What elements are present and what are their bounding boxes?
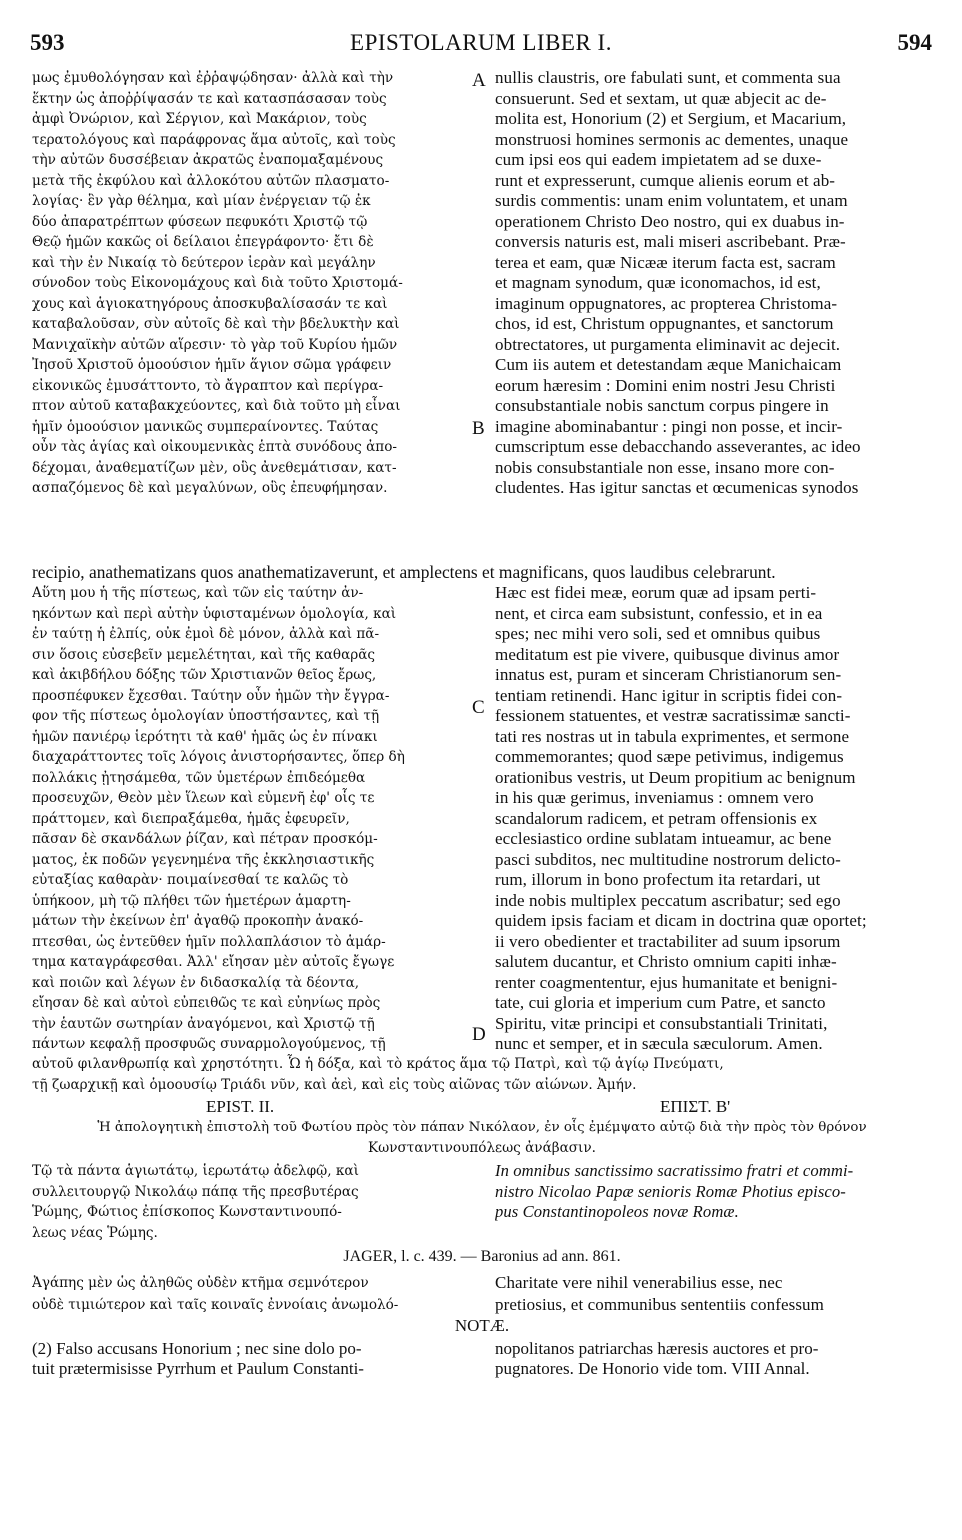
margin-letter-c: C: [472, 697, 485, 718]
latin-text-line: imaginum oppugnatores, ac propterea Christoma-: [495, 293, 838, 313]
greek-text-line: Μανιχαϊκὴν αὐτῶν αἵρεσιν· τὸ γὰρ τοῦ Κυρίου ἡμῶν: [32, 336, 398, 353]
latin-address-line: pus Constantinopoleos novæ Romæ.: [495, 1202, 739, 1221]
latin-text-line: meditatum est pie vivere, quibusque divinus amor: [495, 644, 840, 664]
greek-text-line: μάτων τὴν ἐκείνων ἐπ' ἀγαθῷ προκοπὴν ἀνακό-: [32, 913, 364, 929]
latin-text-line: in his quæ gerimus, inveniamus : omnem vero: [495, 788, 814, 807]
latin-text-line: imagine abominabantur : pingi non posse, et incir-: [495, 416, 843, 436]
greek-address-line: λεως νέας Ῥώμης.: [32, 1224, 158, 1241]
latin-text-line: scandalorum radicem, et petram offensionis ex: [495, 808, 818, 828]
latin-text-line: inde nobis multiplex peccatum ascribatur; sed ego: [495, 890, 841, 910]
latin-text-line: fessionem statuentes, et vestræ sacratissimæ sancti-: [495, 706, 851, 725]
latin-text-line: eorum hæresim : Domini enim nostri Jesu Christi: [495, 375, 836, 395]
latin-text-line: obtrectatores, ut purgamenta eliminavit ac dejecit.: [495, 334, 841, 354]
greek-text-line: Ἰησοῦ Χριστοῦ ὁμοούσιον ἡμῖν ἅγιον σῶμα γράφειν: [32, 357, 392, 373]
greek-text-line: Ἀγάπης μὲν ὡς ἀληθῶς οὐδὲν κτῆμα σεμνότερον: [32, 1275, 369, 1291]
latin-text-line: Spiritu, vitæ principi et consubstantiali Trinitati,: [495, 1013, 828, 1033]
greek-text-line: φον τῆς πίστεως ὁμολογίαν ὑποστήσαντες, καὶ τῇ: [32, 708, 380, 724]
latin-column-bottom: [495, 1272, 927, 1316]
greek-text-line: δέχομαι, ἀναθεματίζων μὲν, οὓς ἀνεθεμάτισαν, κατ-: [32, 459, 397, 476]
greek-text-line: μετὰ τῆς ἐκφύλου καὶ ἀλλοκότου αὐτῶν πλασματο-: [32, 172, 390, 189]
greek-text-line: ἀμφὶ Ὀνώριον, καὶ Σέργιον, καὶ Μακάριον, τοὺς: [32, 111, 367, 127]
latin-text-line: Hæc est fidei meæ, eorum quæ ad ipsam perti-: [495, 583, 817, 602]
margin-letter-a: A: [472, 70, 486, 91]
greek-text-line: τὴν αὐτῶν δυσσέβειαν ἀκρατῶς ἐναπομαξαμένους: [32, 152, 384, 168]
latin-text-line: quidem ipsis faciam et dicam in doctrina quæ oportet;: [495, 911, 867, 930]
greek-text-line: οὐδὲ τιμιώτερον καὶ ταῖς κοιναῖς ἐννοίαις ἀνωμολό-: [32, 1297, 399, 1313]
greek-text-line: προσπέφυκεν ἔχεσθαι. Ταύτην οὖν ἡμῶν τὴν ἔγγρα-: [32, 687, 390, 704]
latin-text-line: Cum iis autem et detestandam æque Manichaicam: [495, 355, 842, 374]
greek-text-line: μως ἐμυθολόγησαν καὶ ἐῤῥαψῴδησαν· ἀλλὰ καὶ τὴν: [32, 70, 394, 86]
full-width-greek-line-1: αὐτοῦ φιλανθρωπίᾳ καὶ χρηστότητι. Ὧ ἡ δόξα, καὶ τὸ κράτος ἅμα τῷ Πατρὶ, καὶ τῷ ἁγίῳ Πνεύματι,: [32, 1056, 724, 1072]
latin-text-line: commemorantes; quod sæpe petivimus, indigemus: [495, 747, 844, 766]
latin-text-line: nobis consubstantiale non esse, insano more con-: [495, 457, 835, 477]
notes-left-column: [32, 1339, 472, 1379]
greek-text-line: σύνοδον τοὺς Εἰκονομάχους καὶ διὰ τοῦτο Χριστομά-: [32, 275, 403, 291]
greek-column-mid: [32, 583, 470, 1055]
greek-text-line: καὶ ποιῶν καὶ λέγων ἐν διδασκαλίᾳ τὰ δέοντα,: [32, 974, 360, 991]
greek-text-line: καταβαλοῦσαν, σὺν αὐτοῖς δὲ καὶ τὴν βδελυκτὴν καὶ: [32, 316, 400, 332]
greek-text-line: ἡμῖν ὁμοούσιον μανικῶς συμπεραίνοντες. Ταύτας: [32, 418, 379, 435]
greek-text-line: ἐν ταύτῃ ἡ ἐλπίς, οὐκ ἐμοὶ δὲ μόνον, ἀλλὰ καὶ πᾶ-: [32, 626, 380, 642]
latin-text-line: surdis commentis: unam enim voluntatem, et unam: [495, 191, 848, 210]
latin-text-line: ii vero obedienter et tractabiliter ad suum ipsorum: [495, 931, 841, 951]
latin-text-line: orationibus vestris, ut Deum propitium ac benignum: [495, 767, 856, 787]
latin-text-line: nullis claustris, ore fabulati sunt, et commenta sua: [495, 68, 841, 87]
latin-text-line: tate, cui gloria et imperium cum Patre, et sancto: [495, 993, 826, 1012]
margin-letter-d: D: [472, 1024, 486, 1045]
left-page-number: 593: [30, 30, 65, 55]
note-line: tuit prætermisisse Pyrrhum et Paulum Constanti-: [32, 1359, 364, 1378]
greek-text-line: πτον αὐτοῦ καταβακχεύοντες, καὶ διὰ τοῦτο μὴ εἶναι: [32, 398, 401, 414]
right-page-number: 594: [897, 30, 932, 55]
full-width-greek-line-2: τῇ ζωαρχικῇ καὶ ὁμοουσίῳ Τριάδι νῦν, καὶ ἀεὶ, καὶ εἰς τοὺς αἰῶνας τῶν αἰώνων. Ἀμήν.: [32, 1077, 637, 1093]
greek-text-line: σιν ὅσοις εὐσεβεῖν μεμελέτηται, καὶ τῆς καθαρᾶς: [32, 646, 376, 663]
latin-text-line: renter coagmententur, ejus humanitate et benigni-: [495, 972, 838, 992]
note-line: pugnatores. De Honorio vide tom. VIII Annal.: [495, 1359, 810, 1378]
latin-text-line: rum, illorum in bono profectum ita retardari, ut: [495, 870, 821, 889]
latin-text-line: ecclesiastico ordine sublatam intueamur, ac bene: [495, 829, 832, 848]
epistle-heading-greek: ΕΠΙΣΤ. Β': [660, 1097, 731, 1116]
latin-column-top: [495, 68, 927, 499]
note-line: nopolitanos patriarchas hæresis auctores et pro-: [495, 1339, 819, 1358]
latin-text-line: innatus est, puram et sinceram Christianorum sen-: [495, 665, 842, 684]
latin-text-line: pasci subditos, nec multitudine nostrorum delicto-: [495, 849, 841, 869]
latin-text-line: runt et expresserunt, cumque alienis eorum et ab-: [495, 170, 836, 190]
latin-text-line: Charitate vere nihil venerabilius esse, nec: [495, 1273, 783, 1292]
greek-address-line: Τῷ τὰ πάντα ἁγιωτάτῳ, ἱερωτάτῳ ἀδελφῷ, καὶ: [32, 1163, 359, 1179]
greek-address-line: Ῥώμης, Φώτιος ἐπίσκοπος Κωνσταντινουπό-: [32, 1204, 342, 1220]
epistle-title-line-1: Ἡ ἀπολογητικὴ ἐπιστολὴ τοῦ Φωτίου πρὸς τὸν πάπαν Νικόλαον, ἐν οἷς ἐμέμψατο αὐτῷ διὰ τὴν πρὸς τὸν θρόνον: [97, 1120, 867, 1135]
latin-text-line: salutem ducantur, et Christo omnium capiti inhæ-: [495, 952, 837, 971]
epistle-heading-latin: EPIST. II.: [206, 1097, 275, 1116]
latin-text-line: et magnam synodum, quæ iconomachos, id est,: [495, 273, 821, 292]
latin-column-mid: [495, 583, 927, 1055]
greek-text-line: ασπαζόμενος δὲ καὶ μεγαλύνων, οὓς ἐπευφήμησαν.: [32, 480, 388, 496]
greek-text-line: καὶ ἀκιβδήλου δόξης τῶν Χριστιανῶν θεῖος ἔρως,: [32, 667, 377, 683]
notes-title: NOTÆ.: [454, 1316, 510, 1335]
latin-text-line: tentiam retinendi. Hanc igitur in scriptis fidei con-: [495, 685, 843, 705]
greek-column-bottom: [32, 1272, 470, 1316]
full-width-latin-line: recipio, anathematizans quos anathematizaverunt, et amplectens et magnificans, quos laudibus celebrarunt.: [32, 562, 776, 582]
latin-text-line: nunc et semper, et in sæcula sæculorum. Amen.: [495, 1034, 823, 1053]
greek-text-line: τερατολόγους καὶ παράφρονας ἅμα αὐτοῖς, καὶ τοὺς: [32, 131, 396, 148]
greek-text-line: πάντων κεφαλῇ προσφυῶς συναρμολογούμενος, τῇ: [32, 1036, 386, 1052]
greek-text-line: δύο ἀπαρατρέπτων φύσεων πεφυκότι Χριστῷ τῷ: [32, 213, 368, 230]
greek-text-line: εἴησαν δὲ καὶ αὐτοὶ εὐπειθῶς τε καὶ εὐηνίως πρὸς: [32, 995, 381, 1011]
greek-text-line: εἰκονικῶς ἐμυσάττοντο, τὸ ἄγραπτον καὶ περίγρα-: [32, 377, 384, 394]
latin-address: [495, 1161, 927, 1223]
note-line: (2) Falso accusans Honorium ; nec sine dolo po-: [32, 1339, 362, 1358]
notes-right-column: [495, 1339, 927, 1379]
source-reference: JAGER, l. c. 439. — Baronius ad ann. 861.: [343, 1248, 621, 1265]
running-title: EPISTOLARUM LIBER I.: [350, 30, 612, 55]
epistle-title-line-2: Κωνσταντινουπόλεως ἀνάβασιν.: [368, 1140, 596, 1156]
greek-text-line: εὐταξίας καθαρὰν· ποιμαίνεσθαί τε καλῶς τὸ: [32, 872, 349, 888]
greek-text-line: τὴν ἑαυτῶν σωτηρίαν ἀναγόμενοι, καὶ Χριστῷ τῇ: [32, 1015, 375, 1032]
greek-text-line: πτεσθαι, ὡς ἐντεῦθεν ἡμῖν πολλαπλάσιον τὸ ἁμάρ-: [32, 933, 386, 950]
running-header: [30, 30, 932, 60]
latin-text-line: consuerunt. Sed et sextam, ut quæ abjecit ac de-: [495, 88, 827, 108]
greek-text-line: ηκόντων καὶ περὶ αὐτὴν ὑφισταμένων ὁμολογία, καὶ: [32, 605, 397, 622]
latin-text-line: pretiosius, et communibus sententiis confessum: [495, 1295, 824, 1314]
greek-text-line: οὖν τὰς ἁγίας καὶ οἰκουμενικὰς ἑπτὰ συνόδους ἀπο-: [32, 439, 397, 455]
greek-address: [32, 1161, 470, 1243]
greek-text-line: διαχαράττοντες τοῖς λόγοις ἀνιστορήσαντες, ὅπερ δὴ: [32, 749, 405, 765]
margin-letter-b: B: [472, 418, 485, 439]
greek-text-line: προσευχῶν, Θεὸν μὲν ἵλεων καὶ εὐμενῆ ἐφ' οἷς τε: [32, 790, 375, 806]
latin-text-line: operationem Christo Deo nostro, qui ex duabus in-: [495, 211, 845, 231]
latin-address-line: In omnibus sanctissimo sacratissimo fratri et commi-: [495, 1161, 854, 1180]
greek-text-line: πράττομεν, καὶ διεπραξάμεθα, ἡμᾶς ἐφευρεῖν,: [32, 810, 350, 827]
latin-text-line: tati res nostras ut in tabula exprimentes, et sermone: [495, 726, 850, 746]
greek-text-line: ματος, ἐκ ποδῶν γεγενημένα τῆς ἐκκλησιαστικῆς: [32, 851, 375, 868]
greek-text-line: καὶ τὴν ἐν Νικαίᾳ τὸ δεύτερον ἱερὰν καὶ μεγάλην: [32, 254, 376, 271]
latin-text-line: chos, id est, Christum oppugnantes, et sanctorum: [495, 314, 834, 333]
greek-text-line: ἕκτην ὡς ἀποῤῥίψασάν τε καὶ κατασπάσασαν τοὺς: [32, 90, 387, 107]
greek-address-line: συλλειτουργῷ Νικολάῳ πάπᾳ τῆς πρεσβυτέρας: [32, 1183, 359, 1200]
latin-text-line: monstruosi homines sermonis ac dementes, unaque: [495, 129, 849, 149]
latin-text-line: conversis naturis est, mali miseri ascribebant. Præ-: [495, 232, 846, 251]
latin-text-line: consubstantiale nobis sanctum corpus pingere in: [495, 396, 829, 415]
latin-text-line: spes; nec mihi vero soli, sed et omnibus quibus: [495, 624, 821, 643]
greek-column-top: [32, 68, 470, 499]
latin-address-line: nistro Nicolao Papæ senioris Romæ Photius episco-: [495, 1181, 846, 1201]
greek-text-line: πολλάκις ᾐτησάμεθα, τῶν ὑμετέρων ἐπιδεόμεθα: [32, 769, 366, 786]
greek-text-line: Θεῷ ἡμῶν κακῶς οἱ δείλαιοι ἐπεγράφοντο· ἔτι δὲ: [32, 234, 374, 250]
greek-text-line: ἡμῶν πανιέρῳ ἱερότητι τὰ καθ' ἡμᾶς ὡς ἐν πίνακι: [32, 728, 378, 745]
greek-text-line: πᾶσαν δὲ σκανδάλων ῥίζαν, καὶ πέτραν προσκόμ-: [32, 831, 378, 847]
greek-text-line: Αὕτη μου ἡ τῆς πίστεως, καὶ τῶν εἰς ταύτην ἀν-: [32, 585, 364, 601]
latin-text-line: nent, et circa eam subsistunt, confessio, et in ea: [495, 603, 823, 623]
greek-text-line: ὑπήκοον, μὴ τῷ πλήθει τῶν ἡμετέρων ἁμαρτη-: [32, 892, 351, 909]
latin-text-line: cum ipsi eos qui eadem impietatem ad se duxe-: [495, 150, 822, 169]
latin-text-line: terea et eam, quæ Nicææ iterum facta est, sacram: [495, 252, 836, 272]
latin-text-line: molita est, Honorium (2) et Sergium, et Macarium,: [495, 109, 847, 128]
greek-text-line: χους καὶ ἁγιοκατηγόρους ἀποσκυβαλίσασάν τε καὶ: [32, 295, 388, 312]
latin-text-line: cludentes. Has igitur sanctas et œcumenicas synodos: [495, 478, 859, 497]
latin-text-line: cumscriptum esse debacchando asseverantes, ac ideo: [495, 437, 861, 456]
greek-text-line: τημα καταγράφεσθαι. Ἀλλ' εἴησαν μὲν αὐτοῖς ἔγωγε: [32, 954, 395, 970]
greek-text-line: λογίας· ἓν γὰρ θέλημα, καὶ μίαν ἐνέργειαν τῷ ἐκ: [32, 193, 371, 209]
